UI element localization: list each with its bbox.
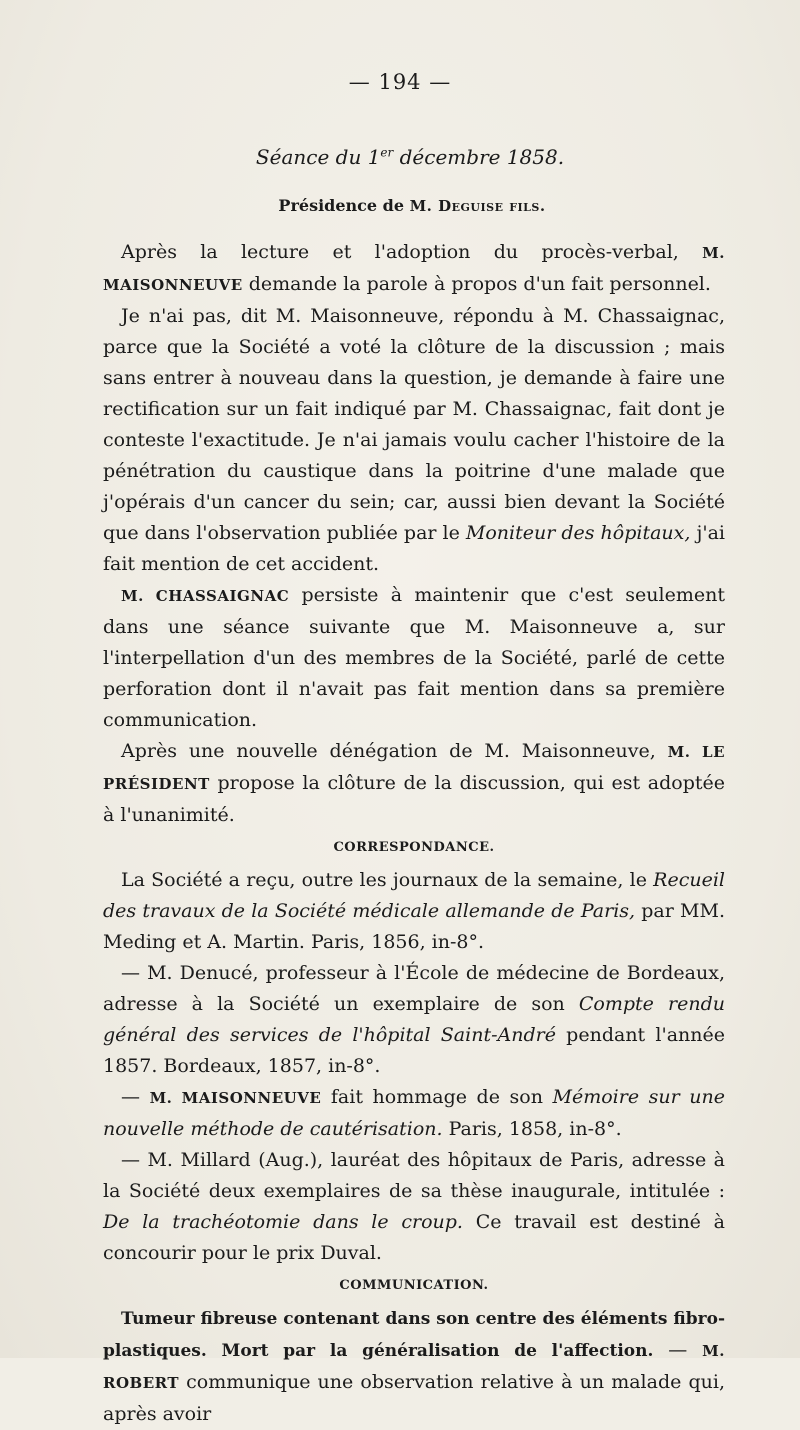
paragraph [103, 1303, 725, 1430]
page-number: — 194 — [348, 70, 452, 94]
text-run: pendant l'année 1857. Bordeaux, 1857, in-8°. [103, 1024, 725, 1077]
italic-title: Mémoire sur une nouvelle méthode de cautérisation. [103, 1086, 725, 1140]
session-day: 1 [367, 145, 381, 169]
presidency-prefix: Présidence de [278, 196, 410, 215]
presidency-line [0, 196, 800, 215]
speaker-name: M. LE PRÉSIDENT [103, 743, 726, 793]
italic-title: Recueil des travaux de la Société médicale allemande de Paris, [103, 869, 725, 922]
text-run: — M. Millard (Aug.), lauréat des hôpitaux de Paris, adresse à la Société deux exemplaires de sa thèse inaugurale, intitulée : [103, 1149, 725, 1202]
text-run: fait hommage de son [321, 1086, 553, 1108]
italic-title: Compte rendu général des services de l'hôpital Saint-André [103, 993, 725, 1046]
text-run: communique une observation relative à un malade qui, après avoir [103, 1371, 725, 1425]
presidency-name: M. Deguise fils. [409, 197, 546, 215]
text-run: j'ai fait mention de cet accident. [103, 522, 725, 575]
section-heading-correspondance: CORRESPONDANCE. [333, 840, 495, 855]
speaker-name: M. MAISONNEUVE [149, 1089, 322, 1107]
text-run: La Société a reçu, outre les journaux de la semaine, le [121, 869, 654, 891]
text-run: propose la clôture de la discussion, qui est adoptée à l'unanimité. [103, 772, 725, 826]
session-prefix: Séance du [255, 145, 368, 169]
text-run: demande la parole à propos d'un fait personnel. [242, 273, 711, 295]
session-date [0, 145, 800, 169]
text-run: Après une nouvelle dénégation de M. Maisonneuve, [121, 740, 668, 762]
text-run: Je n'ai pas, dit M. Maisonneuve, répondu à M. Chassaignac, parce que la Société a voté la clôture de la discussion ; mais sans entrer à nouveau dans la question, je demande à faire une rectification sur un fait indiqué par M. Chassaignac, fait dont je conteste l'exactitude. Je n'ai jamais voulu cacher l'histoire de la pénétration du caustique dans la poitrine d'une malade que j'opérais d'un cancer du sein; car, aussi bien devant la Société que dans l'observation publiée par le [103, 305, 725, 544]
session-sup: er [380, 145, 394, 160]
text-run: persiste à maintenir que c'est seulement dans une séance suivante que M. Maisonneuve a, sur l'interpellation d'un des membres de la Société, parlé de cette perforation dont il n'avait pas fait mention dans sa première communication. [103, 584, 725, 731]
session-rest: décembre 1858. [393, 145, 565, 169]
italic-title: Moniteur des hôpitaux, [465, 522, 691, 544]
paragraph [103, 237, 725, 301]
italic-title: De la trachéotomie dans le croup. [103, 1211, 463, 1233]
text-run: Après la lecture et l'adoption du procès-verbal, [121, 241, 703, 263]
speaker-name: M. ROBERT [103, 1342, 725, 1392]
paragraph [103, 1082, 725, 1145]
text-run: — M. Denucé, professeur à l'École de médecine de Bordeaux, adresse à la Société un exemplaire de son [103, 962, 725, 1015]
paragraph [103, 580, 725, 736]
section-heading-communication: COMMUNICATION. [339, 1278, 489, 1293]
text-run: Ce travail est destiné à concourir pour le prix Duval. [103, 1211, 725, 1264]
text-run: — [121, 1086, 150, 1108]
speaker-name: M. CHASSAIGNAC [121, 587, 290, 605]
paragraph [103, 958, 725, 1082]
text-run: par MM. Meding et A. Martin. Paris, 1856, in-8°. [103, 900, 725, 953]
paragraph [103, 865, 725, 958]
paragraph [103, 1145, 725, 1269]
text-run: — [653, 1339, 703, 1361]
bold-title: Tumeur fibreuse contenant dans son centre des éléments fibro-plastiques. Mort par la généralisation de l'affection. [103, 1309, 725, 1361]
paragraph [103, 301, 725, 580]
main-text [103, 237, 725, 1430]
text-run: Paris, 1858, in-8°. [442, 1118, 622, 1140]
paragraph [103, 736, 725, 831]
speaker-name: M. MAISONNEUVE [103, 244, 725, 294]
